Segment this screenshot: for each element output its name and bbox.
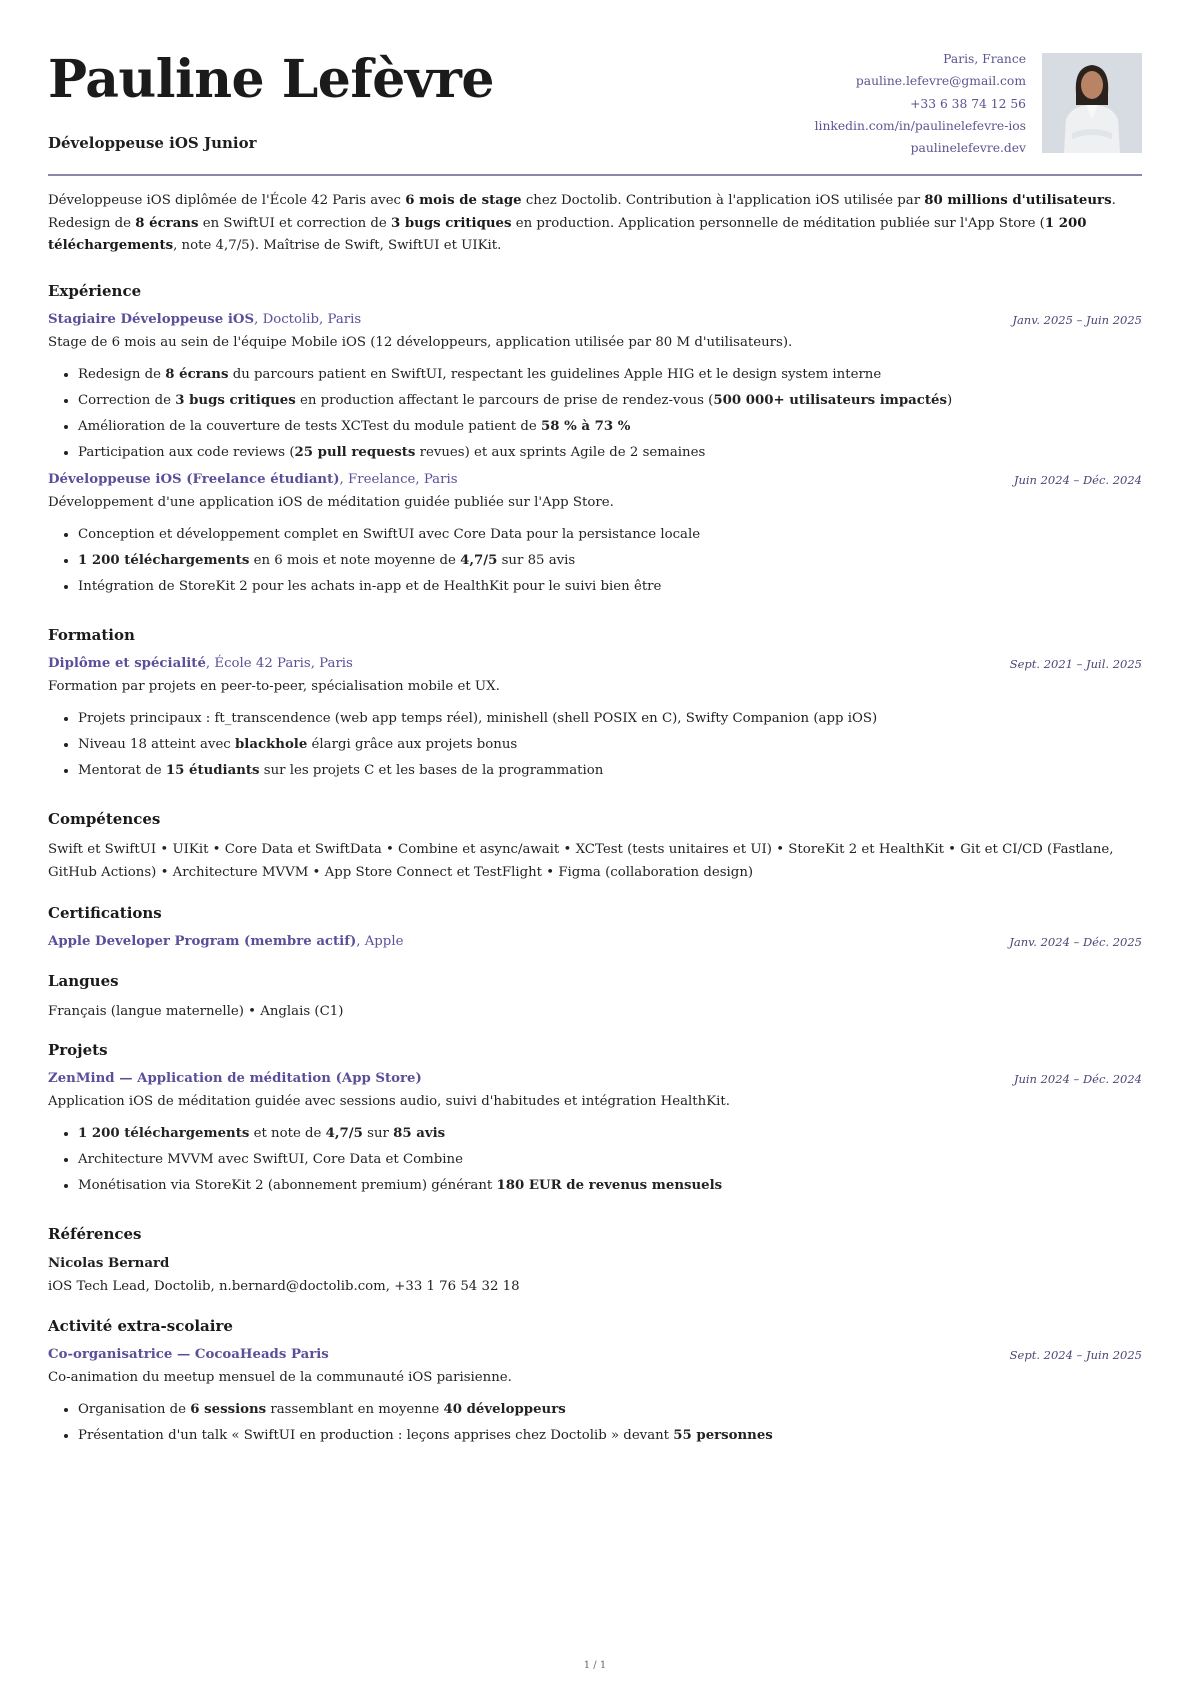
entry-date: Janv. 2024 – Déc. 2025 xyxy=(1009,934,1142,949)
resume-page xyxy=(48,0,1142,1453)
summary-text: . Redesign de xyxy=(48,193,1116,231)
languages-list: Français (langue maternelle) • Anglais (C1) xyxy=(48,1003,344,1019)
entry-description: Développement d'une application iOS de méditation guidée publiée sur l'App Store. xyxy=(48,494,614,510)
bullet-list xyxy=(48,706,1142,784)
section-experience xyxy=(48,282,1142,600)
entry-role: Développeuse iOS (Freelance étudiant) xyxy=(48,471,340,487)
skills-list: Swift et SwiftUI • UIKit • Core Data et SwiftData • Combine et async/await • XCTest (tests unitaires et UI) • StoreKit 2 et HealthKit • Git et CI/CD (Fastlane, GitHub Actions) • Architecture MVVM • App Store Connect et TestFlight • Figma (collaboration design) xyxy=(48,841,1114,880)
bullet-list xyxy=(48,362,1142,466)
candidate-title: Développeuse iOS Junior xyxy=(48,134,257,152)
entry-role: Stagiaire Développeuse iOS xyxy=(48,311,255,327)
entry-date: Juin 2024 – Déc. 2024 xyxy=(1013,1071,1142,1086)
bullet-item: • 1 200 téléchargements et note de 4,7/5 sur 85 avis xyxy=(78,1121,1142,1147)
entry-description: Co-animation du meetup mensuel de la communauté iOS parisienne. xyxy=(48,1369,512,1385)
profile-photo xyxy=(1042,53,1142,153)
summary-text: Développeuse iOS diplômée de l'École 42 Paris avec xyxy=(48,193,406,208)
summary-text: , note 4,7/5). Maîtrise de Swift, SwiftUI et UIKit. xyxy=(173,238,502,253)
entry-header xyxy=(48,470,1142,492)
summary-text: en SwiftUI et correction de xyxy=(198,215,391,231)
entry-role: ZenMind — Application de méditation (App Store) xyxy=(48,1070,422,1086)
bullet-item: • Amélioration de la couverture de tests XCTest du module patient de 58 % à 73 % xyxy=(78,414,1142,440)
section-title: Expérience xyxy=(48,281,142,300)
bullet-item: • Mentorat de 15 étudiants sur les projets C et les bases de la programmation xyxy=(78,758,1142,784)
section-skills xyxy=(48,810,1142,884)
reference-detail: iOS Tech Lead, Doctolib, n.bernard@doctolib.com, +33 1 76 54 32 18 xyxy=(48,1278,520,1294)
experience-entry xyxy=(48,310,1142,466)
entry-date: Sept. 2021 – Juil. 2025 xyxy=(1009,656,1142,671)
contact-phone: +33 6 38 74 12 56 xyxy=(910,96,1026,111)
entry-description: Application iOS de méditation guidée avec sessions audio, suivi d'habitudes et intégration HealthKit. xyxy=(48,1093,730,1109)
entry-date: Juin 2024 – Déc. 2024 xyxy=(1013,472,1142,487)
entry-description: Stage de 6 mois au sein de l'équipe Mobile iOS (12 développeurs, application utilisée par 80 M d'utilisateurs). xyxy=(48,334,793,350)
bullet-item: • Architecture MVVM avec SwiftUI, Core Data et Combine xyxy=(78,1147,1142,1173)
education-entry xyxy=(48,654,1142,784)
bullet-item: • Redesign de 8 écrans du parcours patient en SwiftUI, respectant les guidelines Apple HIG et le design system interne xyxy=(78,362,1142,388)
bullet-item: • Conception et développement complet en SwiftUI avec Core Data pour la persistance locale xyxy=(78,522,1142,548)
entry-org: , École 42 Paris, Paris xyxy=(205,655,353,671)
bullet-item: • Correction de 3 bugs critiques en production affectant le parcours de prise de rendez-vous (500 000+ utilisateurs impactés) xyxy=(78,388,1142,414)
certification-entry xyxy=(48,932,1142,954)
bullet-item: • 1 200 téléchargements en 6 mois et note moyenne de 4,7/5 sur 85 avis xyxy=(78,548,1142,574)
section-references xyxy=(48,1225,1142,1299)
summary-highlight: 3 bugs critiques xyxy=(390,215,512,231)
experience-entry xyxy=(48,470,1142,600)
entry-date: Sept. 2024 – Juin 2025 xyxy=(1009,1347,1142,1362)
entry-role: Co-organisatrice — CocoaHeads Paris xyxy=(48,1346,329,1362)
bullet-list xyxy=(48,1121,1142,1199)
bullet-item: • Monétisation via StoreKit 2 (abonnement premium) générant 180 EUR de revenus mensuels xyxy=(78,1173,1142,1199)
bullet-list xyxy=(48,1397,1142,1449)
contact-email[interactable]: pauline.lefevre@gmail.com xyxy=(855,74,1026,89)
contact-website[interactable]: paulinelefevre.dev xyxy=(910,141,1026,156)
entry-date: Janv. 2025 – Juin 2025 xyxy=(1012,312,1142,327)
candidate-name: Pauline Lefèvre xyxy=(48,49,495,110)
resume-header xyxy=(48,0,1142,176)
reference-name: Nicolas Bernard xyxy=(48,1255,170,1271)
entry-role: Apple Developer Program (membre actif) xyxy=(48,933,357,949)
contact-location: Paris, France xyxy=(943,52,1026,66)
entry-org: , Doctolib, Paris xyxy=(254,311,362,327)
section-title: Projets xyxy=(48,1040,108,1059)
entry-header xyxy=(48,1069,1142,1091)
section-title: Compétences xyxy=(48,809,161,828)
section-title: Références xyxy=(48,1224,142,1243)
bullet-list xyxy=(48,522,1142,600)
section-title: Formation xyxy=(48,625,135,644)
entry-role: Diplôme et spécialité xyxy=(48,655,206,671)
summary-highlight: 1 200 téléchargements xyxy=(48,215,1087,253)
summary-highlight: 6 mois de stage xyxy=(405,193,522,208)
section-languages xyxy=(48,972,1142,1023)
entry-org: , Freelance, Paris xyxy=(339,471,458,487)
summary-text: en production. Application personnelle de méditation publiée sur l'App Store ( xyxy=(511,215,1045,231)
entry-header xyxy=(48,1345,1142,1367)
summary-paragraph xyxy=(48,190,1142,258)
page-number: 1 / 1 xyxy=(583,1660,607,1671)
contact-linkedin[interactable]: linkedin.com/in/paulinelefevre-ios xyxy=(814,118,1026,133)
summary-text: chez Doctolib. Contribution à l'application iOS utilisée par xyxy=(521,193,925,208)
section-extracurricular xyxy=(48,1317,1142,1449)
summary-highlight: 8 écrans xyxy=(135,215,199,231)
bullet-item: • Participation aux code reviews (25 pull requests revues) et aux sprints Agile de 2 semaines xyxy=(78,440,1142,466)
extracurricular-entry xyxy=(48,1345,1142,1449)
entry-description: Formation par projets en peer-to-peer, spécialisation mobile et UX. xyxy=(48,678,500,694)
contact-block xyxy=(815,48,1026,159)
bullet-item: • Projets principaux : ft_transcendence (web app temps réel), minishell (shell POSIX en C), Swifty Companion (app iOS) xyxy=(78,706,1142,732)
section-projects xyxy=(48,1041,1142,1199)
entry-org: , Apple xyxy=(356,933,404,949)
section-title: Langues xyxy=(48,971,119,990)
person-photo-icon xyxy=(1042,53,1142,153)
entry-header xyxy=(48,654,1142,676)
bullet-item: • Intégration de StoreKit 2 pour les achats in-app et de HealthKit pour le suivi bien être xyxy=(78,574,1142,600)
header-divider xyxy=(48,174,1142,176)
bullet-item: • Organisation de 6 sessions rassemblant en moyenne 40 développeurs xyxy=(78,1397,1142,1423)
project-entry xyxy=(48,1069,1142,1199)
bullet-item: • Présentation d'un talk « SwiftUI en production : leçons apprises chez Doctolib » devant 55 personnes xyxy=(78,1423,1142,1449)
section-title: Activité extra-scolaire xyxy=(48,1316,233,1335)
bullet-item: • Niveau 18 atteint avec blackhole élargi grâce aux projets bonus xyxy=(78,732,1142,758)
entry-header xyxy=(48,310,1142,332)
section-title: Certifications xyxy=(48,903,162,922)
section-certifications xyxy=(48,904,1142,954)
section-education xyxy=(48,626,1142,784)
summary-highlight: 80 millions d'utilisateurs xyxy=(924,193,1112,208)
